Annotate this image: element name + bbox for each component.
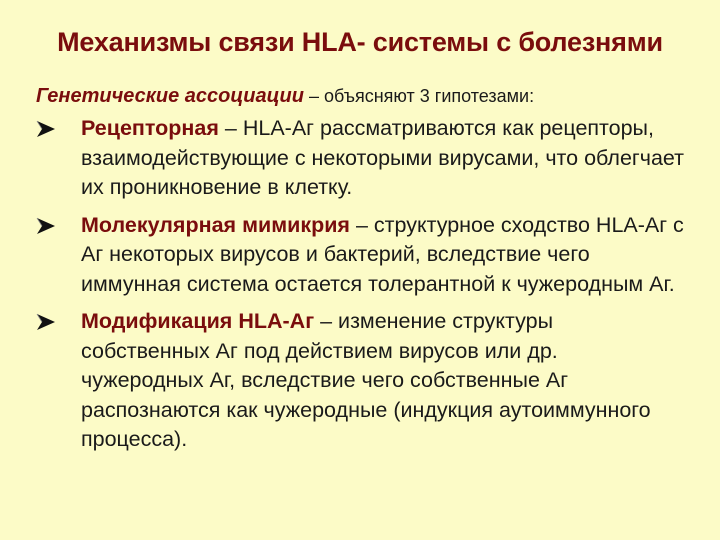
slide-subtitle bbox=[36, 85, 534, 108]
bullet-item-receptor bbox=[36, 114, 686, 203]
bullet-text: – изменение структуры собственных Аг под действием вирусов или др. чужеродных Аг, вследствие чего собственные Аг распознаются как чужеродные (индукция аутоиммунного процесса). bbox=[81, 309, 651, 451]
arrowhead-bullet-icon bbox=[36, 120, 56, 138]
bullet-item-mimicry bbox=[36, 211, 686, 300]
arrowhead-bullet-icon bbox=[36, 313, 56, 331]
bullet-text: – HLA-Аг рассматриваются как рецепторы, взаимодействующие с некоторыми вирусами, что облегчает их проникновение в клетку. bbox=[81, 116, 684, 199]
bullet-term: Рецепторная bbox=[81, 116, 219, 140]
subtitle-emphasis: Генетические ассоциации bbox=[36, 85, 304, 107]
bullet-list bbox=[36, 114, 686, 463]
subtitle-rest: – объясняют 3 гипотезами: bbox=[304, 86, 535, 106]
bullet-term: Молекулярная мимикрия bbox=[81, 212, 350, 237]
arrowhead-bullet-icon bbox=[36, 217, 56, 235]
bullet-term: Модификация HLA-Аг bbox=[81, 309, 315, 333]
bullet-item-modification bbox=[36, 307, 686, 455]
slide-title: Механизмы связи HLA- системы с болезнями bbox=[57, 27, 663, 57]
bullet-text: – структурное сходство HLA-Аг с Аг некоторых вирусов и бактерий, вследствие чего иммунная система остается толерантной к чужеродным Аг. bbox=[81, 212, 684, 296]
